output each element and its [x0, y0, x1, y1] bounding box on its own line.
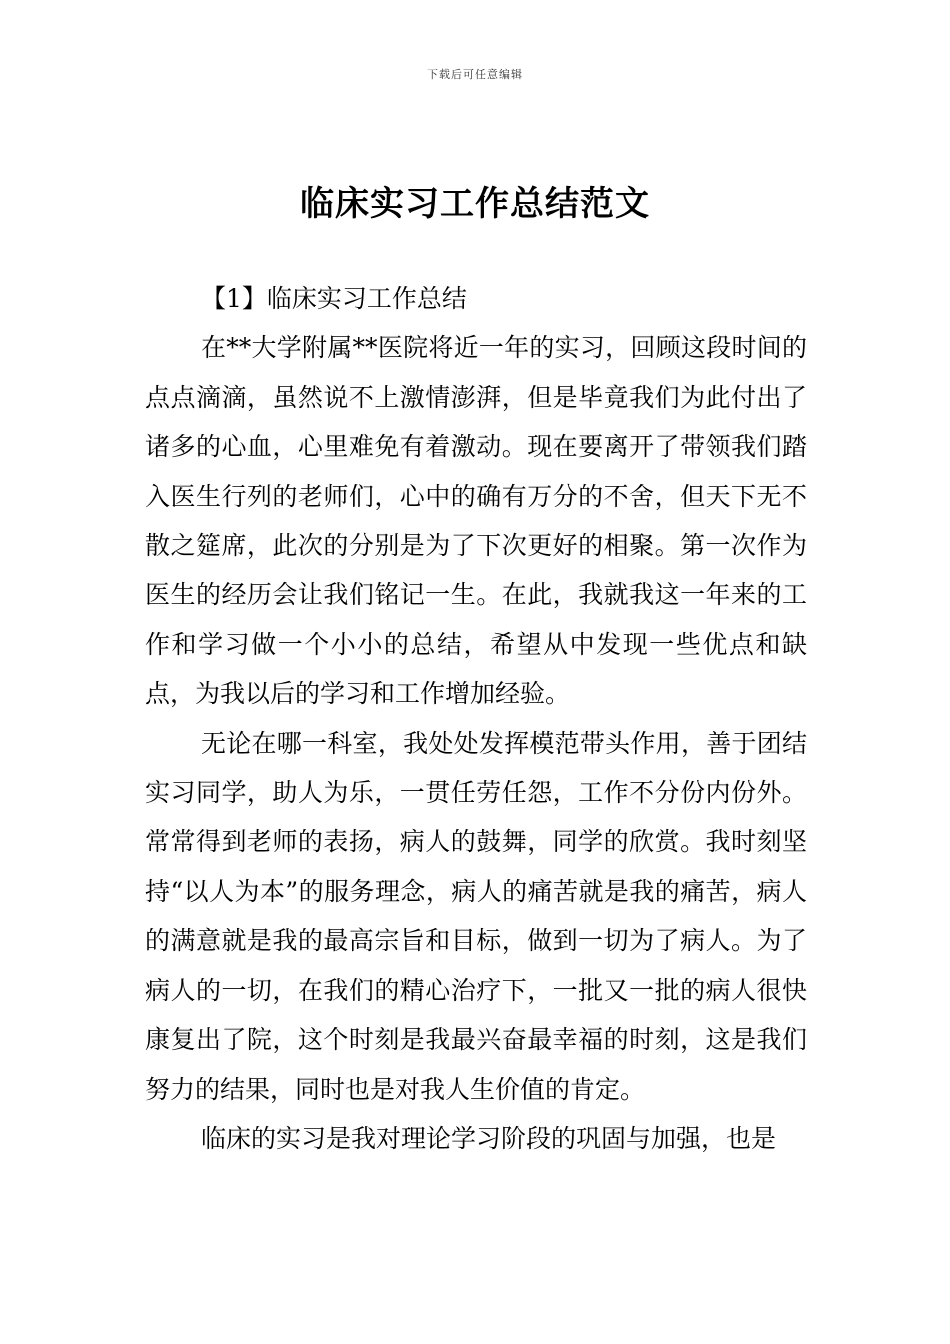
document-body: [145, 274, 807, 1163]
header-note: 下载后可任意编辑: [427, 68, 523, 81]
document-title: 临床实习工作总结范文: [300, 184, 650, 224]
paragraph: 无论在哪一科室，我处处发挥模范带头作用，善于团结实习同学，助人为乐，一贯任劳任怨，工作不分份内份外。常常得到老师的表扬，病人的鼓舞，同学的欣赏。我时刻坚持“以人为本”的服务理念，病人的痛苦就是我的痛苦，病人的满意就是我的最高宗旨和目标，做到一切为了病人。为了病人的一切，在我们的精心治疗下，一批又一批的病人很快康复出了院，这个时刻是我最兴奋最幸福的时刻，这是我们努力的结果，同时也是对我人生价值的肯定。: [145, 728, 807, 1104]
paragraph: 临床的实习是我对理论学习阶段的巩固与加强，也是: [201, 1123, 777, 1153]
section-heading: 【1】临床实习工作总结: [201, 284, 467, 313]
paragraph: 在**大学附属**医院将近一年的实习，回顾这段时间的点点滴滴，虽然说不上激情澎湃，但是毕竟我们为此付出了诸多的心血，心里难免有着激动。现在要离开了带领我们踏入医生行列的老师们，心中的确有万分的不舍，但天下无不散之筵席，此次的分别是为了下次更好的相聚。第一次作为医生的经历会让我们铭记一生。在此，我就我这一年来的工作和学习做一个小小的总结，希望从中发现一些优点和缺点，为我以后的学习和工作增加经验。: [145, 333, 807, 709]
